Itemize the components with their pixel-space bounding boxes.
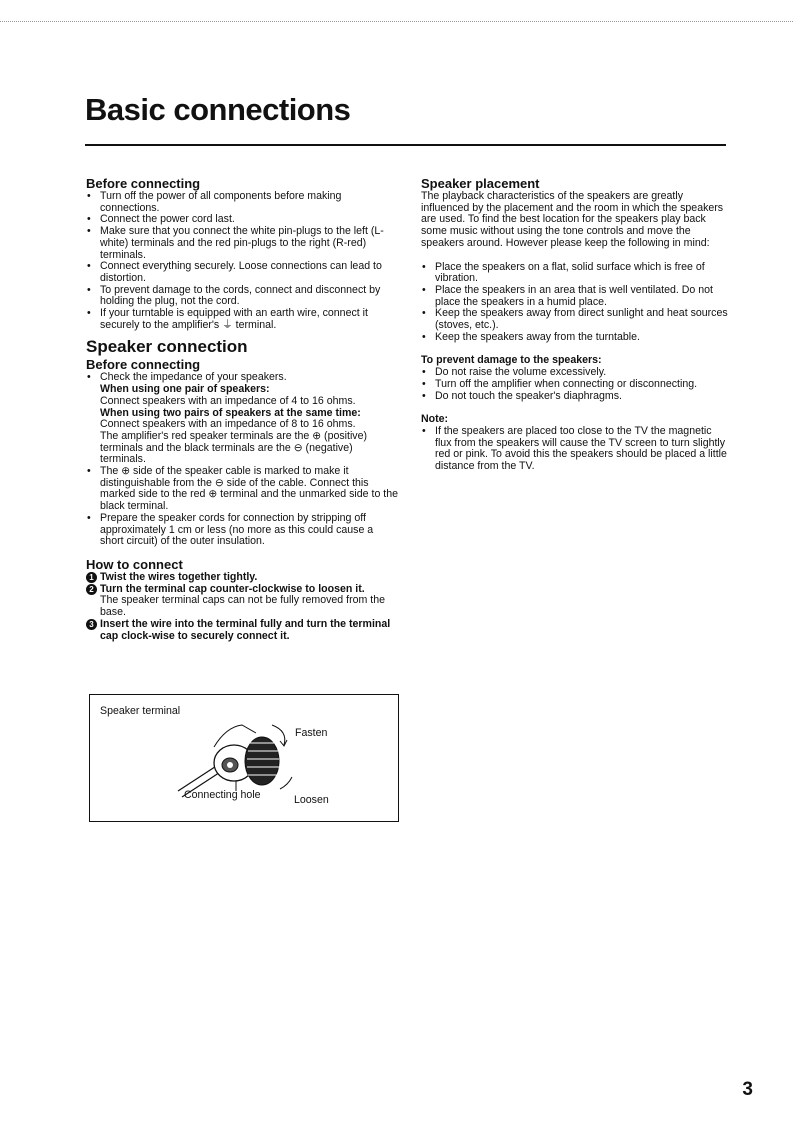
prevent-damage-list [421, 367, 729, 402]
list-item: • If your turntable is equipped with an earth wire, connect it securely to the amplifier's ⏚ terminal. [86, 308, 398, 331]
step-text: Turn the terminal cap counter-clockwise to loosen it. [100, 582, 365, 595]
speaker-connection-heading: Speaker connection [86, 337, 248, 357]
step-text: Insert the wire into the terminal fully and turn the terminal cap clock-wise to securely connect it. [100, 617, 391, 642]
title-rule [85, 144, 726, 146]
list-item: • Prepare the speaker cords for connection by stripping off approximately 1 cm or less (no more as this could cause a short circuit) of the outer insulation. [86, 513, 398, 548]
two-pair-text: Connect speakers with an impedance of 8 to 16 ohms. [100, 418, 356, 431]
list-item: • If the speakers are placed too close to the TV the magnetic flux from the speakers will cause the TV screen to turn slightly red or pink. To avoid this the speakers should be placed a little distance from the TV. [421, 426, 729, 473]
step-note: The speaker terminal caps can not be fully removed from the base. [100, 594, 385, 619]
list-item: • Keep the speakers away from direct sunlight and heat sources (stoves, etc.). [421, 308, 729, 331]
how-to-connect-heading: How to connect [86, 556, 183, 572]
two-pair-heading: When using two pairs of speakers at the same time: [100, 406, 361, 419]
note-list [421, 426, 729, 473]
scan-top-edge [0, 21, 793, 22]
impedance-intro: • Check the impedance of your speakers. [100, 371, 287, 384]
one-pair-heading: When using one pair of speakers: [100, 383, 270, 396]
step-number: 1 [86, 572, 97, 583]
list-item: • Do not raise the volume excessively. [421, 367, 729, 379]
prevent-damage-heading: To prevent damage to the speakers: [421, 354, 602, 367]
list-item: • Turn off the power of all components before making connections. [86, 191, 398, 214]
list-item: • Place the speakers on a flat, solid surface which is free of vibration. [421, 262, 729, 285]
speaker-terminal-illustration [176, 719, 296, 809]
list-item: • Place the speakers in an area that is well ventilated. Do not place the speakers in a humid place. [421, 285, 729, 308]
left-column [86, 176, 398, 642]
impedance-item [86, 372, 398, 466]
list-item: • Keep the speakers away from the turntable. [421, 332, 729, 344]
connecting-hole-label: Connecting hole [184, 789, 261, 801]
step-text: Twist the wires together tightly. [100, 570, 258, 583]
list-item: • The ⊕ side of the speaker cable is marked to make it distinguishable from the ⊖ side of the cable. Connect this marked side to the red ⊕ terminal and the unmarked side to the black terminal. [86, 466, 398, 513]
page-title: Basic connections [85, 92, 351, 127]
list-item: • Connect everything securely. Loose connections can lead to distortion. [86, 261, 398, 284]
list-item: • Connect the power cord last. [86, 214, 398, 226]
page-number: 3 [742, 1079, 753, 1100]
right-column [421, 176, 729, 473]
speaker-terminal-figure [89, 694, 399, 822]
step-item [86, 584, 398, 619]
impedance-list [86, 372, 398, 548]
before-connecting-list [86, 191, 398, 331]
list-item: • Make sure that you connect the white pin-plugs to the left (L-white) terminals and the red pin-plugs to the right (R-red) terminals. [86, 226, 398, 261]
note-heading: Note: [421, 413, 449, 426]
figure-title: Speaker terminal [100, 705, 181, 717]
placement-list [421, 262, 729, 344]
before-connecting-heading: Before connecting [86, 176, 201, 191]
list-item: • To prevent damage to the cords, connect and disconnect by holding the plug, not the cord. [86, 285, 398, 308]
placement-text: The playback characteristics of the speakers are greatly influenced by the placement and the room in which the speakers are used. To find the best location for the speakers play back some music without using the tone controls and move the speakers around. However please keep the following in mind: [421, 190, 724, 249]
one-pair-text: Connect speakers with an impedance of 4 to 16 ohms. [100, 394, 356, 407]
polarity-text: The amplifier's red speaker terminals are the ⊕ (positive) terminals and the black terminals are the ⊖ (negative) terminals. [100, 429, 368, 466]
speaker-before-heading: Before connecting [86, 357, 201, 373]
list-item: • Do not touch the speaker's diaphragms. [421, 391, 729, 403]
list-item: • Turn off the amplifier when connecting or disconnecting. [421, 379, 729, 391]
speaker-placement-heading: Speaker placement [421, 176, 540, 191]
steps-list [86, 572, 398, 642]
step-number: 3 [86, 619, 97, 630]
loosen-label: Loosen [294, 794, 329, 806]
step-number: 2 [86, 584, 97, 595]
fasten-label: Fasten [295, 727, 328, 739]
step-item [86, 619, 398, 642]
